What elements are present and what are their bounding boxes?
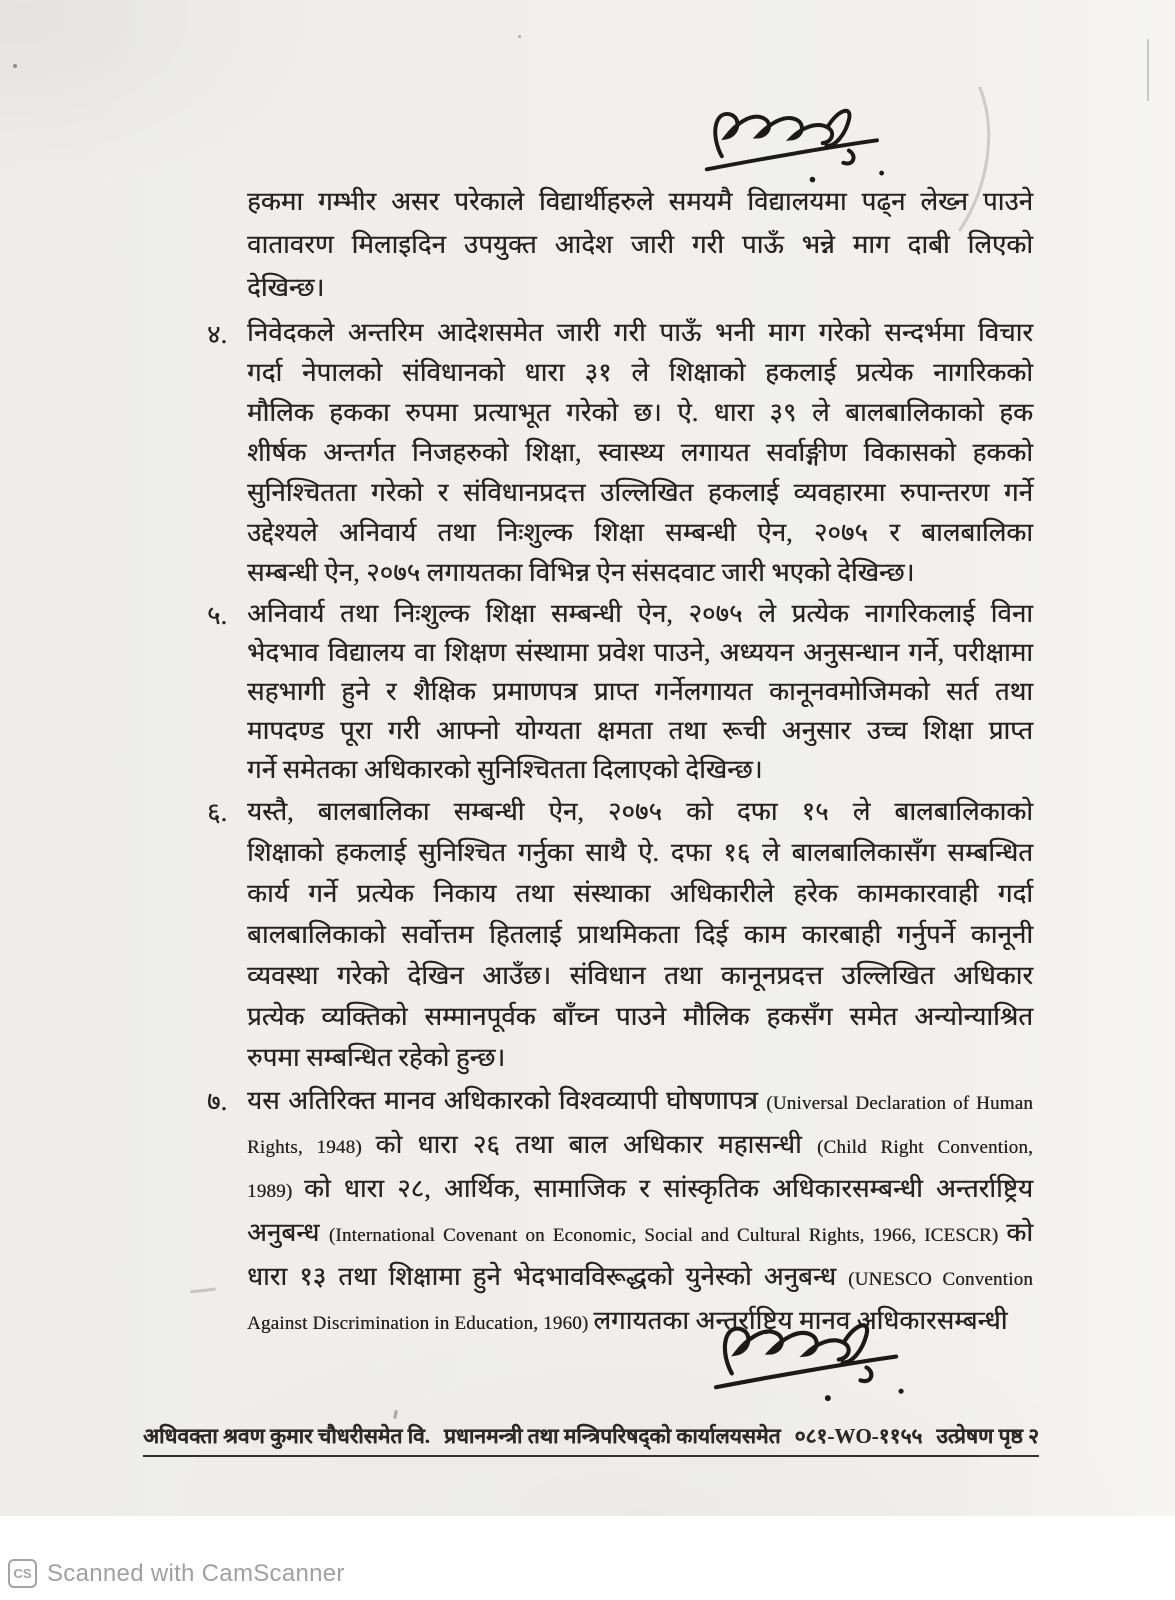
devanagari-text-segment: वातावरण मिलाइदिन उपयुक्त आदेश जारी गरी पाऊँ भन्ने माग दाबी लिएको: [247, 230, 1033, 259]
text-line: [247, 832, 1033, 873]
devanagari-text-segment: अनुबन्ध: [247, 1218, 329, 1247]
text-line: [247, 1037, 1033, 1078]
devanagari-text-segment: को: [1006, 1218, 1033, 1247]
text-line: [247, 180, 1033, 223]
paragraph-number: ६.: [207, 798, 228, 827]
text-line: [247, 996, 1033, 1037]
text-line: [247, 433, 1033, 473]
footer-case-caption: [143, 1422, 1039, 1457]
text-line: [247, 1212, 1033, 1256]
ink-dot-artifact: [13, 64, 17, 68]
paragraph-item: [247, 180, 1033, 309]
devanagari-text-segment: कार्य गर्ने प्रत्येक निकाय तथा संस्थाका अधिकारीले हरेक कामकारवाही गर्दा: [247, 879, 1033, 908]
text-line: [247, 223, 1033, 266]
text-line: [247, 473, 1033, 513]
camscanner-icon: CS: [8, 1559, 37, 1588]
text-line: [247, 1168, 1033, 1212]
paragraph-number: ५.: [207, 601, 228, 630]
latin-text-segment: (Child Right Convention,: [816, 1137, 1033, 1158]
devanagari-text-segment: सुनिश्चितता गरेको र संविधानप्रदत्त उल्लिखित हकलाई व्यवहारमा रुपान्तरण गर्ने: [247, 478, 1033, 507]
ink-dot-artifact: [518, 35, 521, 38]
latin-text-segment: (International Covenant on Economic, Social and Cultural Rights, 1966, ICESCR): [328, 1225, 1007, 1246]
devanagari-text-segment: यस अतिरिक्त मानव अधिकारको विश्वव्यापी घोषणापत्र: [247, 1086, 767, 1115]
devanagari-text-segment: गर्ने समेतका अधिकारको सुनिश्चितता दिलाएको देखिन्छ।: [247, 755, 763, 784]
devanagari-text-segment: प्रत्येक व्यक्तिको सम्मानपूर्वक बाँच्न पाउने मौलिक हकसँग समेत अन्योन्याश्रित: [247, 1002, 1033, 1031]
paragraph-item: [207, 313, 1033, 593]
devanagari-text-segment: सहभागी हुने र शैक्षिक प्रमाणपत्र प्राप्त गर्नेलगायत कानूनवमोजिमको सर्त तथा: [247, 677, 1033, 706]
text-line: [247, 1256, 1033, 1300]
devanagari-text-segment: भेदभाव विद्यालय वा शिक्षण संस्थामा प्रवेश पाउने, अध्ययन अनुसन्धान गर्ने, परीक्षामा: [247, 638, 1033, 667]
latin-text-segment: Against Discrimination in Education, 1960): [247, 1313, 594, 1334]
devanagari-text-segment: हकमा गम्भीर असर परेकाले विद्यार्थीहरुले समयमै विद्यालयमा पढ्न लेख्न पाउने: [247, 187, 1033, 216]
latin-text-segment: 1989): [247, 1181, 304, 1202]
devanagari-text-segment: निवेदकले अन्तरिम आदेशसमेत जारी गरी पाऊँ भनी माग गरेको सन्दर्भमा विचार: [247, 318, 1033, 347]
devanagari-text-segment: देखिन्छ।: [247, 273, 325, 302]
devanagari-text-segment: धारा १३ तथा शिक्षामा हुने भेदभावविरूद्धको युनेस्को अनुबन्ध: [247, 1262, 849, 1291]
text-line: [247, 1124, 1033, 1168]
devanagari-text-segment: यस्तै, बालबालिका सम्बन्धी ऐन, २०७५ को दफा १५ ले बालबालिकाको: [247, 797, 1033, 826]
edge-line-artifact: [1147, 39, 1149, 101]
text-line: [247, 672, 1033, 711]
text-line: [247, 266, 1033, 309]
text-line: [247, 353, 1033, 393]
devanagari-text-segment: को धारा २८, आर्थिक, सामाजिक र सांस्कृतिक अधिकारसम्बन्धी अन्तर्राष्ट्रिय: [303, 1174, 1033, 1203]
devanagari-text-segment: शिक्षाको हकलाई सुनिश्चित गर्नुका साथै ऐ. दफा १६ ले बालबालिकासँग सम्बन्धित: [247, 838, 1033, 867]
text-line: [247, 873, 1033, 914]
tick-artifact: [393, 1410, 398, 1419]
text-line: [247, 594, 1033, 633]
text-line: [247, 791, 1033, 832]
footer-writ-page: उत्प्रेषण पृष्ठ २: [936, 1424, 1039, 1448]
paragraph-item: [207, 594, 1033, 789]
text-line: [247, 1080, 1033, 1124]
signature-bottom: [698, 1312, 926, 1411]
text-line: [247, 513, 1033, 553]
text-line: [247, 633, 1033, 672]
paragraph-number: ४.: [207, 320, 228, 349]
latin-text-segment: (UNESCO Convention: [848, 1269, 1033, 1290]
devanagari-text-segment: सम्बन्धी ऐन, २०७५ लगायतका विभिन्न ऐन संसदवाट जारी भएको देखिन्छ।: [247, 558, 915, 587]
text-line: [247, 393, 1033, 433]
dash-artifact: [190, 1288, 216, 1294]
devanagari-text-segment: मापदण्ड पूरा गरी आफ्नो योग्यता क्षमता तथा रूची अनुसार उच्च शिक्षा प्राप्त: [247, 716, 1033, 745]
devanagari-text-segment: शीर्षक अन्तर्गत निजहरुको शिक्षा, स्वास्थ्य लगायत सर्वाङ्गीण विकासको हकको: [247, 438, 1033, 467]
text-line: [247, 750, 1033, 789]
devanagari-text-segment: बालबालिकाको सर्वोत्तम हितलाई प्राथमिकता दिई काम कारबाही गर्नुपर्ने कानूनी: [247, 920, 1033, 949]
text-line: [247, 553, 1033, 593]
devanagari-text-segment: मौलिक हकका रुपमा प्रत्याभूत गरेको छ। ऐ. धारा ३९ ले बालबालिकाको हक: [247, 398, 1033, 427]
devanagari-text-segment: रुपमा सम्बन्धित रहेको हुन्छ।: [247, 1043, 506, 1072]
text-line: [247, 711, 1033, 750]
devanagari-text-segment: गर्दा नेपालको संविधानको धारा ३१ ले शिक्षाको हकलाई प्रत्येक नागरिकको: [247, 358, 1033, 387]
latin-text-segment: Rights, 1948): [247, 1137, 376, 1158]
devanagari-text-segment: लगायतका अन्तर्राष्ट्रिय मानव अधिकारसम्बन्धी: [593, 1306, 1008, 1335]
devanagari-text-segment: व्यवस्था गरेको देखिन आउँछ। संविधान तथा कानूनप्रदत्त उल्लिखित अधिकार: [247, 961, 1033, 990]
pen-curl-artifact: [938, 80, 1008, 245]
camscanner-label: Scanned with CamScanner: [47, 1560, 345, 1587]
paragraph-item: [207, 1080, 1033, 1344]
footer-party-left: अधिवक्ता श्रवण कुमार चौधरीसमेत वि.: [143, 1424, 430, 1448]
paragraph-number: ७.: [207, 1087, 228, 1116]
text-line: [247, 914, 1033, 955]
text-line: [247, 955, 1033, 996]
devanagari-text-segment: को धारा २६ तथा बाल अधिकार महासन्धी: [375, 1130, 817, 1159]
paragraph-item: [207, 791, 1033, 1078]
text-line: [247, 313, 1033, 353]
footer-party-right: प्रधानमन्त्री तथा मन्त्रिपरिषद्को कार्यालयसमेत: [444, 1424, 781, 1448]
latin-text-segment: (Universal Declaration of Human: [766, 1093, 1033, 1114]
devanagari-text-segment: अनिवार्य तथा निःशुल्क शिक्षा सम्बन्धी ऐन, २०७५ ले प्रत्येक नागरिकलाई विना: [247, 599, 1033, 628]
devanagari-text-segment: उद्देश्यले अनिवार्य तथा निःशुल्क शिक्षा सम्बन्धी ऐन, २०७५ र बालबालिका: [247, 518, 1033, 547]
signature-top: [690, 98, 905, 192]
footer-case-number: ०८१-WO-११५५: [794, 1424, 923, 1448]
camscanner-bar: [0, 1516, 1175, 1600]
